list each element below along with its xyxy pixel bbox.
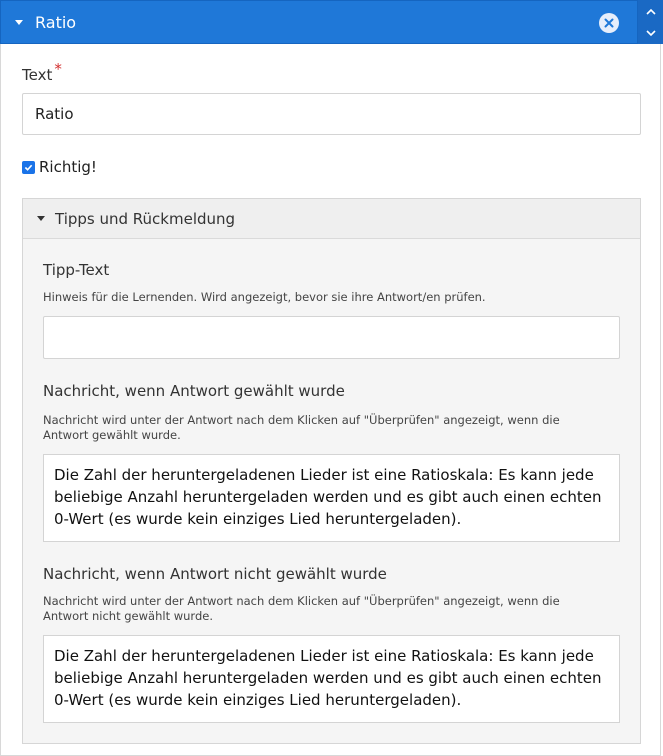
caret-down-icon: [15, 20, 23, 25]
text-input[interactable]: [22, 93, 641, 135]
tips-feedback-group: [22, 198, 641, 744]
chevron-down-icon[interactable]: [646, 26, 656, 40]
chosen-message-description: Nachricht wird unter der Antwort nach dem Klicken auf "Überprüfen" angezeigt, wenn die Antwort gewählt wurde.: [43, 413, 560, 442]
text-label: Text: [22, 66, 53, 84]
close-icon[interactable]: [599, 13, 619, 33]
panel-header: [0, 0, 663, 44]
panel-header-toggle[interactable]: [0, 0, 638, 44]
caret-down-icon: [37, 216, 45, 221]
not-chosen-message-label: Nachricht, wenn Antwort nicht gewählt wurde: [43, 565, 387, 583]
correct-checkbox-row: [22, 158, 97, 176]
tips-feedback-title: Tipps und Rückmeldung: [55, 209, 236, 228]
chosen-message-textarea[interactable]: Die Zahl der heruntergeladenen Lieder ist eine Ratioskala: Es kann jede beliebige Anzahl heruntergeladen werden und es gibt auch einen echten 0-Wert (es wurde kein einziges Lied heruntergeladen).: [43, 454, 620, 542]
chevron-up-icon[interactable]: [646, 4, 656, 18]
tip-text-description: Hinweis für die Lernenden. Wird angezeigt, bevor sie ihre Antwort/en prüfen.: [43, 290, 486, 304]
reorder-controls: [638, 0, 663, 44]
tip-text-input[interactable]: [43, 316, 620, 359]
chosen-message-label: Nachricht, wenn Antwort gewählt wurde: [43, 382, 345, 400]
text-field-label: [22, 60, 62, 84]
tips-feedback-header[interactable]: [23, 199, 640, 239]
not-chosen-message-description: Nachricht wird unter der Antwort nach dem Klicken auf "Überprüfen" angezeigt, wenn die Antwort nicht gewählt wurde.: [43, 594, 560, 623]
text-input-value: Ratio: [35, 105, 74, 123]
tip-text-label: Tipp-Text: [43, 261, 110, 279]
required-mark: *: [54, 60, 62, 78]
correct-checkbox-label[interactable]: Richtig!: [39, 158, 97, 176]
panel-title: Ratio: [35, 12, 77, 32]
correct-checkbox[interactable]: [22, 161, 35, 174]
not-chosen-message-textarea[interactable]: Die Zahl der heruntergeladenen Lieder ist eine Ratioskala: Es kann jede beliebige Anzahl heruntergeladen werden und es gibt auch einen echten 0-Wert (es wurde kein einziges Lied heruntergeladen).: [43, 635, 620, 723]
